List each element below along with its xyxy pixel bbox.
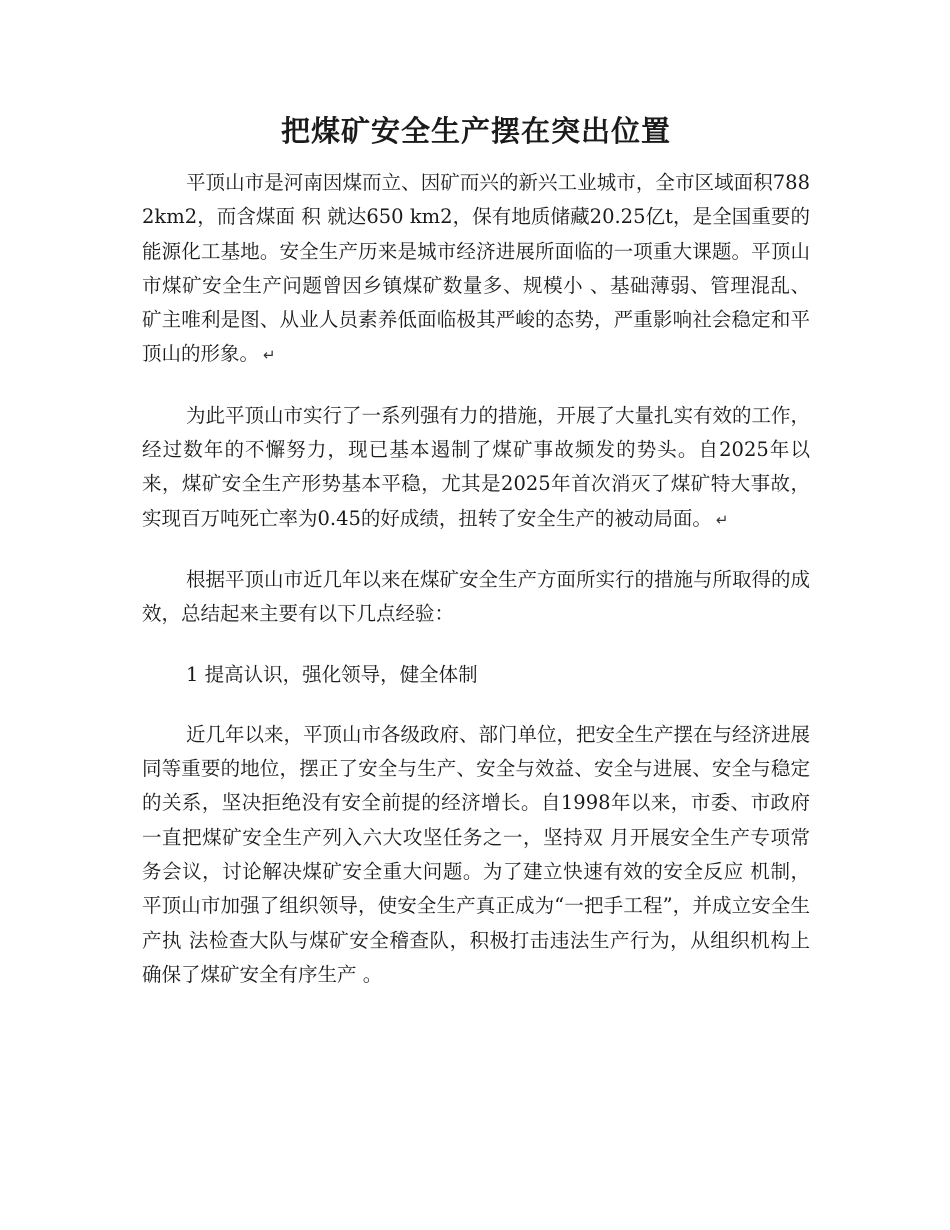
paragraph-mark-icon: ↵ xyxy=(715,510,729,529)
paragraph-text: 近几年以来，平顶山市各级政府、部门单位，把安全生产摆在与经济进展同等重要的地位，摆正了安全与生产、安全与效益、安全与进展、安全与稳定的关系，坚决拒绝没有安全前提的经济增长。自1998年以来，市委、市政府一直把煤矿安全生产列入六大攻坚任务之一，坚持双 月开展安全生产专项常务会议，讨论解决煤矿安全重大问题。为了建立快速有效的安全反应 机制，平顶山市加强了组织领导，使安全生产真正成为“一把手工程”，并成立安全生产执 法检查大队与煤矿安全稽查队，积极打击违法生产行为，从组织机构上确保了煤矿安全有序生产 。 xyxy=(142,722,811,986)
document-title: 把煤矿安全生产摆在突出位置 xyxy=(280,114,671,148)
paragraph-summary xyxy=(142,563,810,632)
paragraph-text: 平顶山市是河南因煤而立、因矿而兴的新兴工业城市，全市区域面积7882km2，而含煤面 积 就达650 km2，保有地质储藏20.25亿t，是全国重要的能源化工基地。安全生产历来是城市经济进展所面临的一项重大课题。平顶山市煤矿安全生产问题曾因乡镇煤矿数量多、规模小 、基础薄弱、管理混乱、矿主唯利是图、从业人员素养低面临极其严峻的态势，严重影响社会稳定和平顶山的形象。 xyxy=(142,171,810,366)
paragraph-intro xyxy=(142,166,810,373)
paragraph-text: 为此平顶山市实行了一系列强有力的措施，开展了大量扎实有效的工作，经过数年的不懈努力，现已基本遏制了煤矿事故频发的势头。自2025年以来，煤矿安全生产形势基本平稳，尤其是2025年首次消灭了煤矿特大事故，实现百万吨死亡率为0.45的好成绩，扭转了安全生产的被动局面。 xyxy=(142,403,811,530)
paragraph-mark-icon: ↵ xyxy=(263,346,276,365)
section-heading: 1 提高认识，强化领导，健全体制 xyxy=(186,662,478,686)
paragraph-text: 根据平顶山市近几年以来在煤矿安全生产方面所实行的措施与所取得的成效，总结起来主要有以下几点经验： xyxy=(142,567,811,626)
section-paragraph xyxy=(142,718,810,992)
paragraph-measures xyxy=(142,399,810,537)
